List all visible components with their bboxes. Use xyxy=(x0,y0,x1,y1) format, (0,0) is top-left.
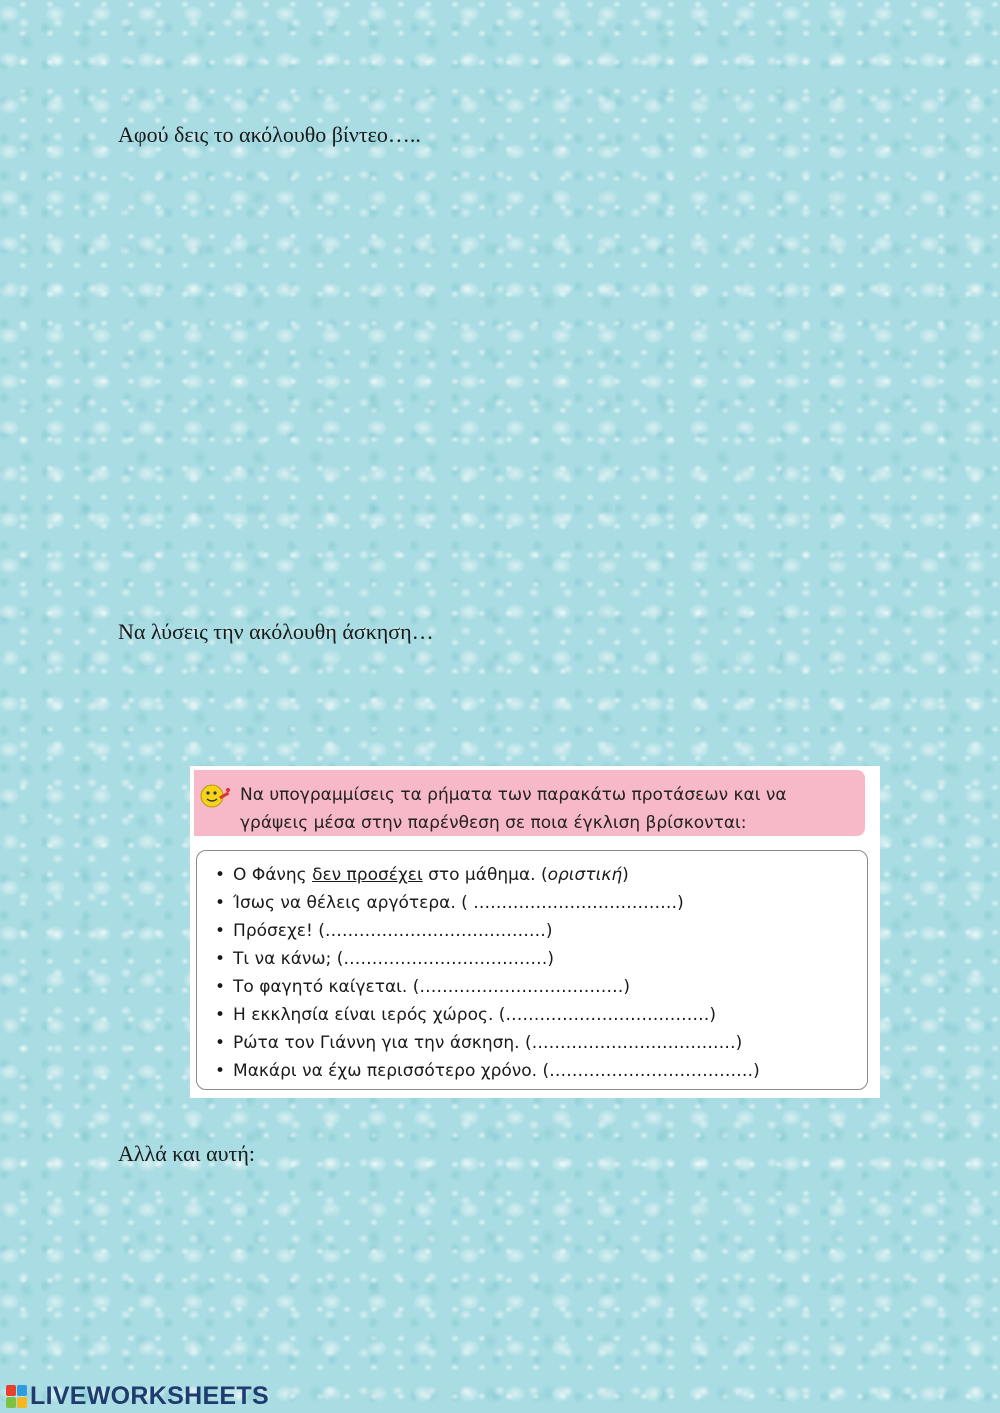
logo-text: LIVEWORKSHEETS xyxy=(30,1381,269,1410)
example-text-before: Ο Φάνης xyxy=(233,865,313,885)
exercise-header xyxy=(194,770,865,836)
instructions-line-2: γράψεις μέσα στην παρένθεση σε ποια έγκλιση βρίσκονται: xyxy=(240,813,747,833)
sentence-item: • Μακάρι να έχω περισσότερο χρόνο. (………………………………) xyxy=(215,1057,867,1085)
liveworksheets-logo xyxy=(6,1381,269,1411)
exercise-instructions xyxy=(240,781,860,837)
smiley-pencil-icon xyxy=(198,780,232,810)
sentence-item: • Ρώτα τον Γιάννη για την άσκηση. (………………………………) xyxy=(215,1029,867,1057)
sentence-item: • Το φαγητό καίγεται. (………………………………) xyxy=(215,973,867,1001)
sentence-item: • Τι να κάνω; (………………………………) xyxy=(215,945,867,973)
logo-square xyxy=(6,1397,16,1408)
example-sentence xyxy=(215,861,867,889)
example-text-after: ) xyxy=(622,865,629,885)
also-text: Αλλά και αυτή: xyxy=(118,1141,255,1166)
logo-square xyxy=(17,1385,27,1396)
exercise-image xyxy=(190,766,880,1098)
instruction-text: Να λύσεις την ακόλουθη άσκηση… xyxy=(118,619,434,644)
logo-square xyxy=(17,1397,27,1408)
example-text-middle: στο μάθημα. ( xyxy=(422,865,548,885)
logo-square xyxy=(6,1385,16,1396)
logo-mark-icon xyxy=(6,1385,27,1408)
sentences-box xyxy=(196,850,868,1090)
sentence-item: • Η εκκλησία είναι ιερός χώρος. (………………………………) xyxy=(215,1001,867,1029)
instructions-line-1: Να υπογραμμίσεις τα ρήματα των παρακάτω προτάσεων και να xyxy=(240,785,787,805)
example-verb: δεν προσέχει xyxy=(312,865,423,885)
sentence-list xyxy=(197,851,867,1085)
sentence-item: • Πρόσεχε! (…………………………………) xyxy=(215,917,867,945)
example-mood: οριστική xyxy=(547,865,623,885)
intro-text: Αφού δεις το ακόλουθο βίντεο….. xyxy=(118,122,421,147)
sentence-item: • Ίσως να θέλεις αργότερα. ( ………………………………) xyxy=(215,889,867,917)
